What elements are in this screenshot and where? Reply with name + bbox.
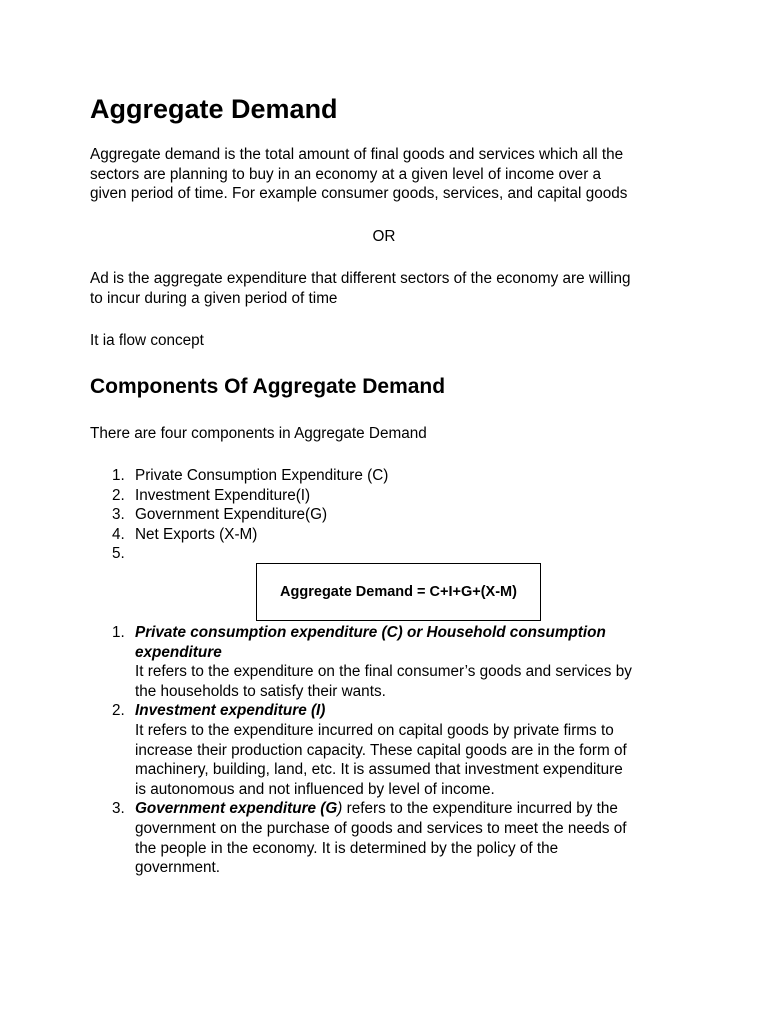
detail-body-line: the people in the economy. It is determined by the policy of the (135, 839, 559, 857)
list-item (90, 623, 690, 701)
detail-body-line: increase their production capacity. These capital goods are in the form of (135, 741, 627, 759)
list-number: 5. (112, 545, 125, 563)
list-item (90, 505, 690, 525)
components-heading: Components Of Aggregate Demand (90, 375, 446, 398)
list-number: 1. (112, 624, 125, 641)
flow-concept-text: It ia flow concept (90, 332, 204, 349)
detail-title-close: ) (337, 800, 343, 818)
intro-line-2: sectors are planning to buy in an economy at a given level of income over a (90, 165, 602, 183)
formula-text: Aggregate Demand = C+I+G+(X-M) (280, 584, 517, 600)
list-item-text: Investment Expenditure(I) (135, 486, 311, 504)
formula-box (256, 563, 541, 621)
list-item (90, 799, 690, 877)
detail-body-inline: refers to the expenditure incurred by the (342, 800, 618, 818)
list-number: 2. (112, 486, 125, 504)
details-list (90, 623, 690, 878)
page-title: Aggregate Demand (90, 94, 338, 124)
components-list (90, 466, 690, 564)
list-item (90, 525, 690, 545)
list-number: 3. (112, 800, 125, 818)
list-item-text: Private Consumption Expenditure (C) (135, 467, 389, 484)
detail-title: Investment expenditure (I) (135, 702, 326, 720)
detail-body-line: government. (135, 859, 221, 877)
list-number: 4. (112, 525, 125, 543)
intro-line-3: given period of time. For example consumer goods, services, and capital goods (90, 185, 628, 203)
detail-body-line: It refers to the expenditure incurred on capital goods by private firms to (135, 721, 614, 739)
list-number: 2. (112, 702, 125, 720)
detail-title-line (135, 799, 690, 819)
list-item (90, 466, 690, 486)
detail-title: Government expenditure (G (135, 800, 338, 818)
list-item (90, 486, 690, 506)
detail-title: Private consumption expenditure (C) or Household consumption (135, 624, 606, 641)
detail-title-continued: expenditure (135, 643, 222, 661)
alternate-definition (90, 269, 690, 308)
list-item (90, 701, 690, 799)
list-item-text: Net Exports (X-M) (135, 525, 258, 543)
components-intro: There are four components in Aggregate Demand (90, 425, 427, 442)
intro-paragraph (90, 145, 690, 204)
list-number: 3. (112, 506, 125, 524)
or-separator: OR (372, 228, 396, 245)
detail-body-line: government on the purchase of goods and services to meet the needs of (135, 819, 627, 837)
list-item (90, 544, 690, 564)
alt-def-line-1: Ad is the aggregate expenditure that different sectors of the economy are willing (90, 270, 631, 287)
detail-body-line: machinery, building, land, etc. It is assumed that investment expenditure (135, 761, 623, 779)
detail-body-line: is autonomous and not influenced by level of income. (135, 780, 495, 798)
alt-def-line-2: to incur during a given period of time (90, 289, 338, 307)
detail-body-line: It refers to the expenditure on the final consumer’s goods and services by (135, 663, 632, 681)
detail-body-line: the households to satisfy their wants. (135, 682, 386, 700)
intro-line-1: Aggregate demand is the total amount of final goods and services which all the (90, 146, 624, 163)
list-item-text: Government Expenditure(G) (135, 506, 328, 524)
list-number: 1. (112, 467, 125, 484)
